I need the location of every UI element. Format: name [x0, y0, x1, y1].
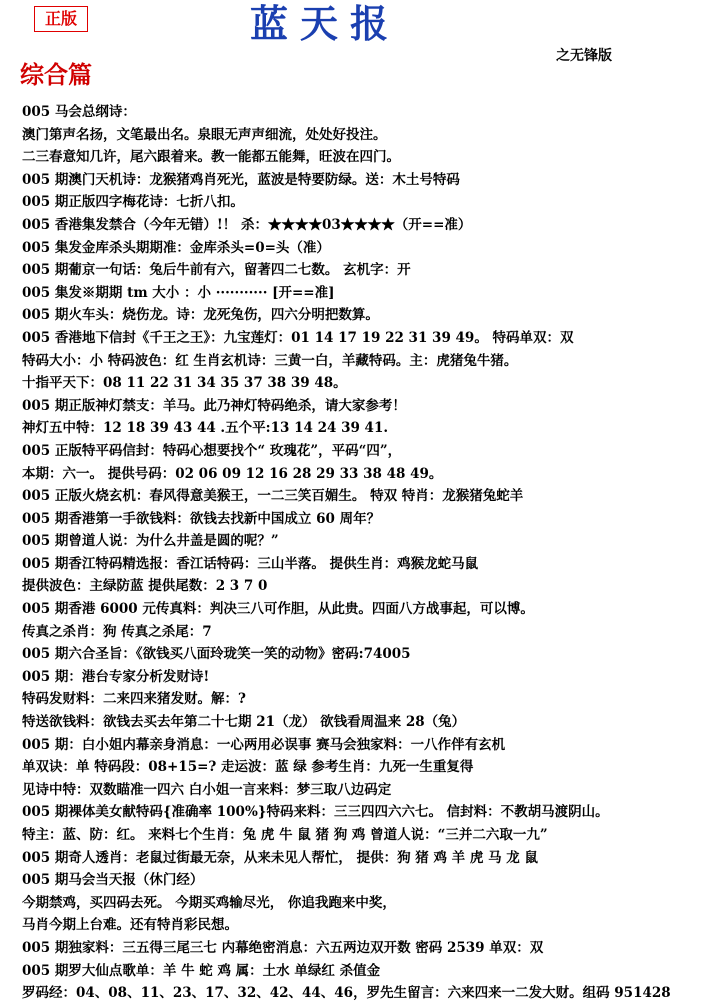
- document-body: [22, 101, 707, 1005]
- text-line: 005 香港集发禁合（今年无错）!！ 杀：★★★★03★★★★（开==准）: [22, 216, 472, 233]
- text-line: 十指平天下：08 11 22 31 34 35 37 38 39 48。: [22, 375, 347, 392]
- text-line: 005 期罗大仙点歌单：羊 牛 蛇 鸡 属：土水 单绿红 杀值金: [22, 962, 381, 979]
- section-title: 综合篇: [20, 60, 92, 89]
- text-line: 见诗中特：双数瞄准一四六 白小姐一言来料：梦三取八边码定: [22, 781, 392, 798]
- text-line: 提供波色：主绿防蓝 提供尾数：2 3 7 0: [22, 578, 268, 595]
- text-line: 005 期香江特码精选报：香江话特码：三山半落。 提供生肖：鸡猴龙蛇马鼠: [22, 555, 479, 572]
- text-line: 005 期独家料：三五得三尾三七 内幕绝密消息：六五两边双开数 密码 2539 单双：双: [22, 939, 544, 956]
- text-line: 005 期六合圣旨：《欲钱买八面玲珑笑一笑的动物》密码:74005: [22, 646, 411, 663]
- text-line: 005 期马会当天报（休门经）: [22, 872, 204, 889]
- text-line: 005 期香港 6000 元传真料：判决三八可作胆，从此贵。四面八方战事起，可以博。: [22, 601, 534, 618]
- text-line: 单双诀：单 特码段：08+15=? 走运波：蓝 绿 参考生肖：九死一生重复得: [22, 759, 474, 776]
- text-line: 马肖今期上台难。还有特肖彩民想。: [22, 917, 238, 934]
- text-line: 005 期正版神灯禁支：羊马。此乃神灯特码绝杀，请大家参考！: [22, 397, 406, 414]
- text-line: 005 香港地下信封《千王之王》：九宝莲灯：01 14 17 19 22 31 39 49。 特码单双：双: [22, 329, 574, 346]
- text-line: 澳门第声名扬，文笔最出名。泉眼无声声细流，处处好投注。: [22, 126, 387, 143]
- text-line: 005 期正版四字梅花诗：七折八扣。: [22, 194, 244, 211]
- text-line: 005 期澳门天机诗：龙猴猪鸡肖死光，蓝波是特要防绿。送：木土号特码: [22, 171, 460, 188]
- text-line: 005 集发※期期 tm 大小 ：小 ··········· [开==准]: [22, 284, 335, 301]
- text-line: 传真之杀肖：狗 传真之杀尾：7: [22, 623, 212, 640]
- text-line: 005 马会总纲诗：: [22, 104, 136, 120]
- text-line: 005 期裸体美女献特码{准确率 100%}特码来料：三三四四六六七。 信封料：不教胡马渡阴山。: [22, 804, 609, 821]
- text-line: 005 期：港台专家分析发财诗!: [22, 668, 210, 685]
- page-title: 蓝天报: [250, 1, 401, 46]
- text-line: 特码发财料：二来四来猪发财。解：?: [22, 691, 246, 708]
- text-line: 特主：蓝、防：红。 来料七个生肖：兔 虎 牛 鼠 猪 狗 鸡 曾道人说：“三并二六取一九”: [22, 827, 548, 843]
- text-line: 005 正版特平码信封：特码心想要找个“ 玫瑰花”，平码“四”，: [22, 442, 402, 459]
- text-line: 今期禁鸡，买四码去死。 今期买鸡输尽光， 你追我跑来中奖，: [22, 894, 396, 911]
- text-line: 005 期奇人透肖：老鼠过街最无奈，从来未见人帮忙， 提供：狗 猪 鸡 羊 虎 马 龙 鼠: [22, 849, 538, 866]
- text-line: 005 期曾道人说：为什么井盖是圆的呢？”: [22, 533, 279, 550]
- text-line: 罗码经：04、08、11、23、17、32、42、44、46，罗先生留言：六来四来一二发大财。组码 951428: [22, 985, 671, 1002]
- edition-badge: 正版: [34, 6, 88, 32]
- text-line: 005 集发金库杀头期期准：金库杀头=0=头（准）: [22, 239, 330, 256]
- text-line: 005 期香港第一手欲钱料：欲钱去找新中国成立 60 周年？: [22, 510, 381, 527]
- text-line: 005 期：白小姐内幕亲身消息：一心两用必误事 赛马会独家料：一八作伴有玄机: [22, 736, 506, 753]
- text-line: 特送欲钱料：欲钱去买去年第二十七期 21（龙） 欲钱看周温来 28（兔）: [22, 714, 466, 731]
- text-line: 神灯五中特：12 18 39 43 44 .五个平:13 14 24 39 41.: [22, 420, 389, 437]
- text-line: 005 期火车头：烧伤龙。诗：龙死兔伤，四六分明把数算。: [22, 307, 379, 324]
- text-line: 二三春意知几许，尾六跟着来。教一能都五能舞，旺波在四门。: [22, 149, 400, 166]
- text-line: 005 期葡京一句话：兔后牛前有六，留著四二七数。 玄机字：开: [22, 262, 411, 279]
- text-line: 005 正版火烧玄机：春风得意美猴王，一二三笑百媚生。 特双 特肖：龙猴猪兔蛇羊: [22, 488, 524, 505]
- text-line: 本期：六一。 提供号码：02 06 09 12 16 28 29 33 38 48 49。: [22, 465, 443, 482]
- edition-label: 之无锋版: [556, 48, 612, 64]
- text-line: 特码大小：小 特码波色：红 生肖玄机诗：三黄一白，羊藏特码。主：虎猪兔牛猪。: [22, 352, 518, 369]
